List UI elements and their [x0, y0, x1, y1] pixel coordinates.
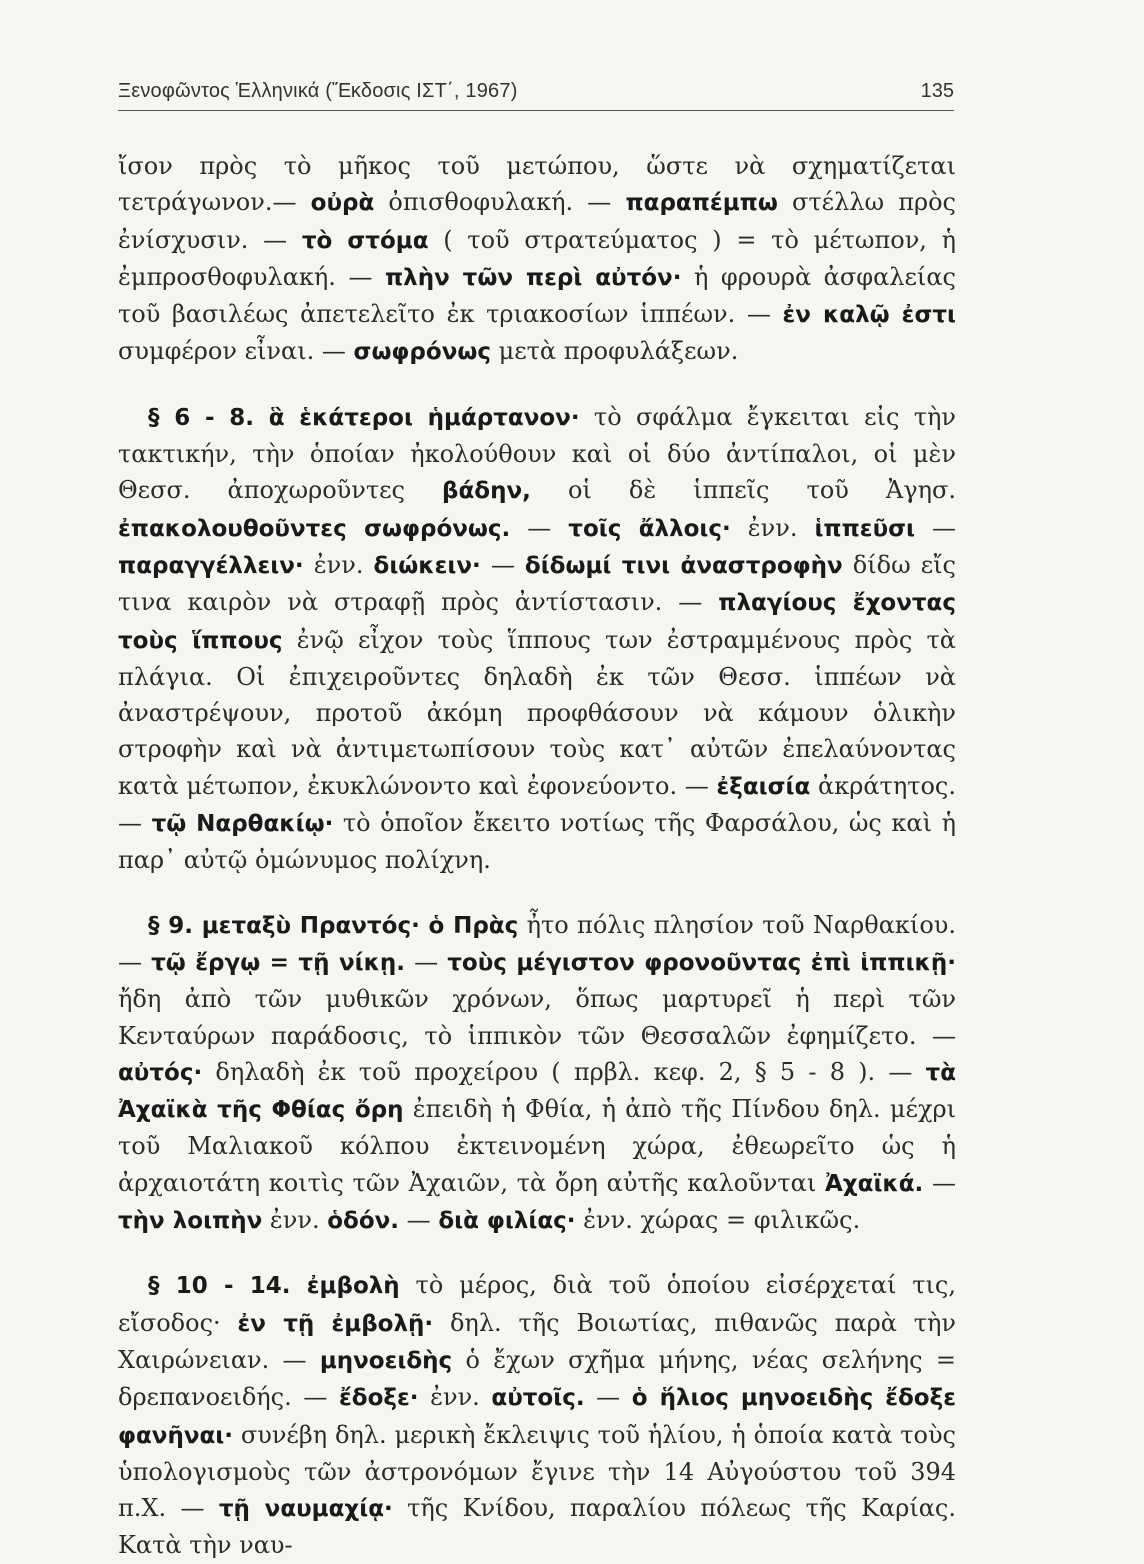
lemma-term: τῇ ναυμαχίᾳ· [218, 1496, 393, 1523]
lemma-term: § 6 - 8. ἃ ἑκάτεροι ἡμάρτανον· [148, 404, 580, 431]
paragraph-2 [118, 399, 956, 879]
text-body [118, 148, 956, 1564]
commentary-text: — [405, 947, 448, 976]
lemma-term: ἱππεῦσι [814, 515, 916, 542]
commentary-text: ( τοῦ στρατεύματος ) = τὸ μέτωπον, ἡ ἐμπροσθοφυλακή. — [118, 225, 956, 291]
lemma-term: τὴν λοιπὴν [118, 1208, 263, 1235]
lemma-term: ὁ ἥλιος μηνοειδὴς ἔδοξε φανῆναι· [118, 1385, 957, 1449]
commentary-text: ἐνν. χώρας = φιλικῶς. [575, 1206, 861, 1235]
lemma-term: παραγγέλλειν· [118, 552, 304, 579]
commentary-text: δηλαδὴ ἐκ τοῦ προχείρου ( πρβλ. κεφ. 2, § 5 - 8 ). — [202, 1057, 926, 1086]
commentary-text: οἱ δὲ ἱππεῖς τοῦ Ἀγησ. [530, 476, 956, 505]
lemma-term: σωφρόνως [353, 339, 491, 366]
running-header [118, 76, 954, 111]
commentary-text: ἀκράτητος. — [118, 771, 956, 838]
lemma-term: ἔδοξε· [338, 1385, 419, 1412]
lemma-term: τῷ ἔργῳ = τῇ νίκῃ. [151, 949, 406, 976]
commentary-text: ἴσον πρὸς τὸ μῆκος τοῦ μετώπου, ὥστε νὰ σχηματίζεται τετράγωνον.— [118, 152, 956, 217]
commentary-text: ἐνν. [730, 513, 815, 542]
lemma-term: βάδην, [442, 478, 531, 505]
commentary-text: — [480, 550, 525, 579]
lemma-term: αὐτοῖς. [491, 1385, 585, 1412]
lemma-term: τὰ Ἀχαϊκὰ τῆς Φθίας ὄρη [118, 1059, 956, 1124]
lemma-term: § 9. μεταξὺ Πραντός· ὁ Πρὰς [148, 912, 519, 939]
commentary-text: ἦτο πόλις πλησίον τοῦ Ναρθακίου. — [118, 910, 956, 976]
lemma-term: τὸ στόμα [301, 227, 429, 254]
commentary-text: ἐνν. [262, 1206, 328, 1235]
lemma-term: ἐν καλῷ ἐστι [782, 302, 956, 329]
commentary-text: ὁ ἔχων σχῆμα μήνης, νέας σελήνης = δρεπανοειδής. — [118, 1345, 957, 1412]
commentary-text: — [399, 1206, 439, 1235]
paragraph-3 [118, 907, 956, 1240]
commentary-text: δίδω εἴς τινα καιρὸν νὰ στραφῇ πρὸς ἀντίστασιν. — [118, 550, 956, 617]
commentary-text: ἐνν. [303, 550, 374, 579]
commentary-text: ἡ φρουρὰ ἀσφαλείας τοῦ βασιλέως ἀπετελεῖτο ἐκ τριακοσίων ἱππέων. — [118, 262, 956, 329]
lemma-term: ἐξαισία [716, 773, 811, 800]
commentary-text: ἐπειδὴ ἡ Φθία, ἡ ἀπὸ τῆς Πίνδου δηλ. μέχρι τοῦ Μαλιακοῦ κόλπου ἐκτεινομένη χώρα, ἐθεωρεῖτο ὡς ἡ ἀρχαιοτάτη κοιτὶς τῶν Ἀχαιῶν, τὰ ὄρη αὐτῆς καλοῦνται [118, 1095, 956, 1197]
page-number: 135 [920, 80, 954, 102]
commentary-text: στέλλω πρὸς ἐνίσχυσιν. — [118, 188, 956, 254]
lemma-term: τοῖς ἄλλοις· [568, 515, 731, 542]
lemma-term: ἐν τῇ ἐμβολῇ· [237, 1310, 434, 1337]
commentary-text: — [510, 513, 569, 542]
commentary-text: τὸ ὁποῖον ἔκειτο νοτίως τῆς Φαρσάλου, ὡς καὶ ἡ παρ᾽ αὐτῷ ὁμώνυμος πολίχνη. [118, 809, 956, 875]
commentary-text: ἐνῷ εἶχον τοὺς ἵππους των ἐστραμμένους πρὸς τὰ πλάγια. Οἱ ἐπιχειροῦντες δηλαδὴ ἐκ τῶν Θεσσ. ἱππέων νὰ ἀναστρέψουν, προτοῦ ἀκόμη προφθάσουν νὰ κάμουν ὁλικὴν στροφὴν καὶ νὰ ἀντιμετωπίσουν τοὺς κατ᾽ αὐτῶν ἐπελαύνοντας κατὰ μέτωπον, ἐκυκλώνοντο καὶ ἐφονεύοντο. — [118, 625, 957, 800]
commentary-text: τὸ σφάλμα ἔγκειται εἰς τὴν τακτικήν, τὴν ὁποίαν ἠκολούθουν καὶ οἱ δύο ἀντίπαλοι, οἱ μὲν Θεσσ. ἀποχωροῦντες [118, 402, 956, 505]
lemma-term: τοὺς μέγιστον φρονοῦντας ἐπὶ ἱππικῇ· [447, 949, 956, 976]
lemma-term: § 10 - 14. ἐμβολὴ [148, 1273, 400, 1300]
lemma-term: παραπέμπω [625, 190, 778, 217]
commentary-text: συνέβη δηλ. μερικὴ ἔκλειψις τοῦ ἡλίου, ἡ ὁποία κατὰ τοὺς ὑπολογισμοὺς τῶν ἀστρονόμων ἔγινε τὴν 14 Αὐγούστου τοῦ 394 π.Χ. — [118, 1420, 956, 1523]
commentary-text: μετὰ προφυλάξεων. [490, 337, 739, 366]
paragraph-4 [118, 1267, 956, 1563]
lemma-term: Ἀχαϊκά. [824, 1170, 924, 1197]
lemma-term: διὰ φιλίας· [438, 1208, 576, 1235]
commentary-text: τὸ μέρος, διὰ τοῦ ὁποίου εἰσέρχεταί τις, εἴσοδος· [118, 1271, 956, 1337]
running-title: Ξενοφῶντος Ἑλληνικά (Ἔκδοσις ΙΣΤ΄, 1967) [118, 80, 518, 102]
lemma-term: πλὴν τῶν περὶ αὐτόν· [384, 264, 682, 291]
paragraph-1 [118, 148, 956, 371]
commentary-text: — [584, 1383, 632, 1412]
commentary-text: τῆς Κνίδου, παραλίου πόλεως τῆς Καρίας. Κατὰ τὴν ναυ- [118, 1494, 957, 1560]
lemma-term: δίδωμί τινι ἀναστροφὴν [524, 552, 843, 579]
commentary-text: — [923, 1168, 956, 1197]
lemma-term: ἐπακολουθοῦντες σωφρόνως. [118, 515, 511, 542]
commentary-text: ὀπισθοφυλακή. — [374, 188, 626, 217]
commentary-text: συμφέρον εἶναι. — [118, 337, 354, 366]
lemma-term: μηνοειδὴς [319, 1347, 453, 1374]
commentary-text: δηλ. τῆς Βοιωτίας, πιθανῶς παρὰ τὴν Χαιρώνειαν. — [118, 1308, 956, 1374]
lemma-term: οὐρὰ [310, 190, 375, 217]
lemma-term: πλαγίους ἔχοντας τοὺς ἵππους [118, 590, 956, 654]
commentary-text: ἐνν. [418, 1383, 492, 1412]
lemma-term: τῷ Ναρθακίῳ· [151, 811, 334, 838]
lemma-term: αὐτός· [118, 1059, 203, 1086]
lemma-term: ὁδόν. [327, 1208, 400, 1235]
lemma-term: διώκειν· [373, 552, 481, 579]
commentary-text: ἤδη ἀπὸ τῶν μυθικῶν χρόνων, ὅπως μαρτυρεῖ ἡ περὶ τῶν Κενταύρων παράδοσις, τὸ ἱππικὸν τῶν Θεσσαλῶν ἐφημίζετο. — [118, 985, 956, 1050]
commentary-text: — [915, 513, 957, 542]
